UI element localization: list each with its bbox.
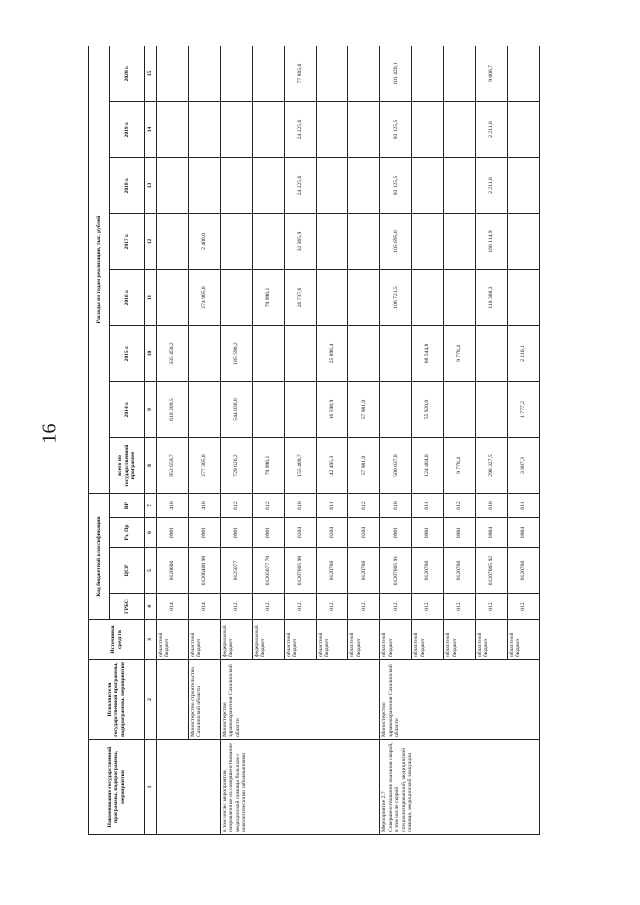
year-2016-cell: 118 388,3 (476, 270, 508, 326)
year-2020-cell (412, 46, 444, 102)
year-2014-cell (476, 382, 508, 438)
vr-cell: 611 (412, 494, 444, 518)
year-2015-cell (476, 326, 508, 382)
year-2016-cell (444, 270, 476, 326)
header-year: 2016 г. (110, 270, 145, 326)
year-2017-cell (316, 214, 348, 270)
column-index-cell: 7 (145, 494, 157, 518)
year-2016-cell (157, 270, 189, 326)
year-2014-cell: 618 209,5 (157, 382, 189, 438)
total-cell: 953 659,7 (157, 438, 189, 494)
year-2014-cell: 1 777,2 (507, 382, 539, 438)
rzpr-cell: 0901 (444, 518, 476, 548)
year-2019-cell (220, 102, 252, 158)
year-2015-cell (348, 326, 380, 382)
vr-cell: 611 (316, 494, 348, 518)
source-cell: федеральный бюджет (220, 620, 252, 660)
year-2018-cell (188, 158, 220, 214)
csr-cell: 0120700 (348, 548, 380, 594)
grbs-cell: 012 (412, 594, 444, 620)
program-name-cell (157, 740, 221, 835)
program-name-cell: Мероприятие 2.7 Совершенствование оказания скорой, в том числе скорой специализированной, медицинской помощи, медицинской эвакуации (380, 740, 540, 835)
column-index-cell: 6 (145, 518, 157, 548)
year-2015-cell: 185 590,2 (220, 326, 252, 382)
year-2016-cell: 274 905,8 (188, 270, 220, 326)
column-index-cell: 14 (145, 102, 157, 158)
column-index-cell: 1 (145, 740, 157, 835)
total-cell: 57 981,0 (348, 438, 380, 494)
year-2018-cell: 24 225,6 (284, 158, 316, 214)
year-2015-cell (380, 326, 412, 382)
year-2015-cell (252, 326, 284, 382)
grbs-cell: 012 (444, 594, 476, 620)
rzpr-cell: 0901 (412, 518, 444, 548)
budget-table (88, 46, 540, 835)
source-cell: областной бюджет (380, 620, 412, 660)
year-2020-cell (252, 46, 284, 102)
year-2016-cell (220, 270, 252, 326)
grbs-cell: 014 (157, 594, 189, 620)
year-2017-cell (444, 214, 476, 270)
header-year: 2014 г. (110, 382, 145, 438)
total-cell: 9 778,4 (444, 438, 476, 494)
source-cell: областной бюджет (157, 620, 189, 660)
year-2015-cell (284, 326, 316, 382)
year-2019-cell (252, 102, 284, 158)
column-index-cell: 15 (145, 46, 157, 102)
header-rzpr: Рз, Пр (110, 518, 145, 548)
year-2015-cell: 25 896,4 (316, 326, 348, 382)
source-cell: областной бюджет (412, 620, 444, 660)
vr-cell: 612 (252, 494, 284, 518)
rzpr-cell: 0901 (252, 518, 284, 548)
vr-cell: 610 (380, 494, 412, 518)
csr-cell: 0120600 (157, 548, 189, 594)
year-2019-cell: 93 125,5 (380, 102, 412, 158)
year-2016-cell (316, 270, 348, 326)
year-2014-cell (188, 382, 220, 438)
csr-cell: 01207005 91 (380, 548, 412, 594)
year-2018-cell (220, 158, 252, 214)
vr-cell: 610 (476, 494, 508, 518)
csr-cell: 0125077 (220, 548, 252, 594)
program-name-cell: в том числе: мероприятия, направленные на совершенствование медицинской помощи больным с онкологическими заболеваниями (220, 740, 380, 835)
year-2014-cell (284, 382, 316, 438)
year-2016-cell (348, 270, 380, 326)
rzpr-cell: 0901 (220, 518, 252, 548)
year-2016-cell: 26 737,6 (284, 270, 316, 326)
year-2018-cell (316, 158, 348, 214)
year-2018-cell (252, 158, 284, 214)
year-2020-cell (220, 46, 252, 102)
year-2018-cell (507, 158, 539, 214)
header-grbs: ГРБС (110, 594, 145, 620)
source-cell: федеральный бюджет (252, 620, 284, 660)
header-name: Наименование государственной программы, подпрограммы, мероприятия (89, 740, 145, 835)
rzpr-cell: 0901 (157, 518, 189, 548)
rotated-sheet (88, 46, 540, 835)
year-2014-cell: 55 920,0 (412, 382, 444, 438)
vr-cell: 410 (188, 494, 220, 518)
total-cell: 42 495,3 (316, 438, 348, 494)
rzpr-cell: 0901 (380, 518, 412, 548)
header-source: Источники средств (89, 620, 145, 660)
year-2017-cell: 166 114,9 (476, 214, 508, 270)
year-2019-cell (316, 102, 348, 158)
table-row (220, 46, 252, 835)
year-2017-cell: 105 695,0 (380, 214, 412, 270)
table-row (157, 46, 189, 835)
grbs-cell: 012 (252, 594, 284, 620)
grbs-cell: 012 (348, 594, 380, 620)
year-2018-cell: 93 125,5 (380, 158, 412, 214)
year-2018-cell (348, 158, 380, 214)
year-2014-cell (380, 382, 412, 438)
year-2020-cell (157, 46, 189, 102)
year-2014-cell: 57 981,0 (348, 382, 380, 438)
grbs-cell: 012 (220, 594, 252, 620)
header-executor: Исполнители государственной программы, подпрограммы, мероприятия (89, 660, 145, 740)
column-index-cell: 13 (145, 158, 157, 214)
column-index-cell: 2 (145, 660, 157, 740)
year-2020-cell (507, 46, 539, 102)
year-2020-cell: 101 420,1 (380, 46, 412, 102)
year-2019-cell: 2 211,8 (476, 102, 508, 158)
total-cell: 124 464,8 (412, 438, 444, 494)
total-cell: 155 409,7 (284, 438, 316, 494)
year-2017-cell (412, 214, 444, 270)
header-expenses: Расходы по годам реализации, тыс. рублей (89, 46, 110, 494)
year-2019-cell: 24 225,6 (284, 102, 316, 158)
year-2015-cell: 68 544,8 (412, 326, 444, 382)
column-index-cell: 12 (145, 214, 157, 270)
rzpr-cell: 0904 (476, 518, 508, 548)
csr-cell: 01207005 92 (476, 548, 508, 594)
year-2016-cell: 79 996,1 (252, 270, 284, 326)
total-cell: 298 327,5 (476, 438, 508, 494)
header-vr: ВР (110, 494, 145, 518)
column-index-cell: 9 (145, 382, 157, 438)
rzpr-cell: 0204 (348, 518, 380, 548)
header-year: 2015 г. (110, 326, 145, 382)
total-cell: 3 887,3 (507, 438, 539, 494)
year-2018-cell: 2 211,8 (476, 158, 508, 214)
csr-cell: 0120700 (316, 548, 348, 594)
vr-cell: 612 (348, 494, 380, 518)
executor-cell: Министерство здравоохранения Сахалинской области (380, 660, 540, 740)
year-2019-cell (412, 102, 444, 158)
year-2014-cell: 16 598,9 (316, 382, 348, 438)
year-2014-cell: 544 036,0 (220, 382, 252, 438)
year-2017-cell (507, 214, 539, 270)
source-cell: областной бюджет (476, 620, 508, 660)
year-2015-cell: 335 450,2 (157, 326, 189, 382)
executor-cell (157, 660, 189, 740)
total-cell: 79 996,1 (252, 438, 284, 494)
year-2015-cell: 2 110,1 (507, 326, 539, 382)
year-2014-cell (444, 382, 476, 438)
grbs-cell: 012 (316, 594, 348, 620)
column-index-cell: 10 (145, 326, 157, 382)
year-2015-cell (188, 326, 220, 382)
column-index-row (145, 46, 157, 835)
executor-cell: Министерство здравоохранения Сахалинской области (220, 660, 380, 740)
column-index-cell: 4 (145, 594, 157, 620)
year-2017-cell: 2 400,0 (188, 214, 220, 270)
total-cell: 729 626,2 (220, 438, 252, 494)
year-2019-cell (157, 102, 189, 158)
vr-cell: 610 (284, 494, 316, 518)
year-2016-cell: 106 721,5 (380, 270, 412, 326)
source-cell: областной бюджет (284, 620, 316, 660)
source-cell: областной бюджет (444, 620, 476, 660)
year-2019-cell (188, 102, 220, 158)
column-index-cell: 3 (145, 620, 157, 660)
source-cell: областной бюджет (188, 620, 220, 660)
header-year: 2019 г. (110, 102, 145, 158)
source-cell: областной бюджет (348, 620, 380, 660)
vr-cell: 410 (157, 494, 189, 518)
year-2020-cell (316, 46, 348, 102)
header-codes: Код бюджетной классификации (89, 494, 110, 620)
total-cell: 277 305,8 (188, 438, 220, 494)
year-2017-cell: 32 365,9 (284, 214, 316, 270)
year-2017-cell (157, 214, 189, 270)
header-year: 2020 г. (110, 46, 145, 102)
year-2017-cell (348, 214, 380, 270)
source-cell: областной бюджет (316, 620, 348, 660)
year-2016-cell (412, 270, 444, 326)
column-index-cell: 8 (145, 438, 157, 494)
rzpr-cell: 0204 (284, 518, 316, 548)
year-2014-cell (252, 382, 284, 438)
header-csr: ЦСР (110, 548, 145, 594)
year-2018-cell (157, 158, 189, 214)
total-cell: 500 037,8 (380, 438, 412, 494)
csr-cell: 0120700 (412, 548, 444, 594)
executor-cell: Министерство строительства Сахалинской области (188, 660, 220, 740)
table-row (188, 46, 220, 835)
year-2017-cell (220, 214, 252, 270)
grbs-cell: 012 (507, 594, 539, 620)
column-index-cell: 11 (145, 270, 157, 326)
rzpr-cell: 0904 (507, 518, 539, 548)
vr-cell: 612 (444, 494, 476, 518)
header-year: 2018 г. (110, 158, 145, 214)
year-2018-cell (444, 158, 476, 214)
vr-cell: 611 (507, 494, 539, 518)
year-2018-cell (412, 158, 444, 214)
year-2017-cell (252, 214, 284, 270)
csr-cell: 01207005 90 (284, 548, 316, 594)
year-2020-cell (348, 46, 380, 102)
grbs-cell: 012 (380, 594, 412, 620)
year-2020-cell: 9 000,7 (476, 46, 508, 102)
year-2020-cell: 77 805,0 (284, 46, 316, 102)
csr-cell: 01205077 70 (252, 548, 284, 594)
header-year: 2017 г. (110, 214, 145, 270)
grbs-cell: 012 (476, 594, 508, 620)
csr-cell: 0120700 (444, 548, 476, 594)
csr-cell: 0120700 (507, 548, 539, 594)
table-row (380, 46, 412, 835)
page-number: 16 (38, 423, 61, 444)
grbs-cell: 014 (188, 594, 220, 620)
year-2016-cell (507, 270, 539, 326)
header-total: всего по государственной программе (110, 438, 145, 494)
year-2020-cell (444, 46, 476, 102)
rzpr-cell: 0204 (316, 518, 348, 548)
year-2019-cell (348, 102, 380, 158)
year-2015-cell: 9 778,4 (444, 326, 476, 382)
grbs-cell: 012 (284, 594, 316, 620)
source-cell: областной бюджет (507, 620, 539, 660)
rzpr-cell: 0901 (188, 518, 220, 548)
column-index-cell: 5 (145, 548, 157, 594)
year-2019-cell (444, 102, 476, 158)
vr-cell: 612 (220, 494, 252, 518)
year-2019-cell (507, 102, 539, 158)
csr-cell: 01206400 90 (188, 548, 220, 594)
year-2020-cell (188, 46, 220, 102)
